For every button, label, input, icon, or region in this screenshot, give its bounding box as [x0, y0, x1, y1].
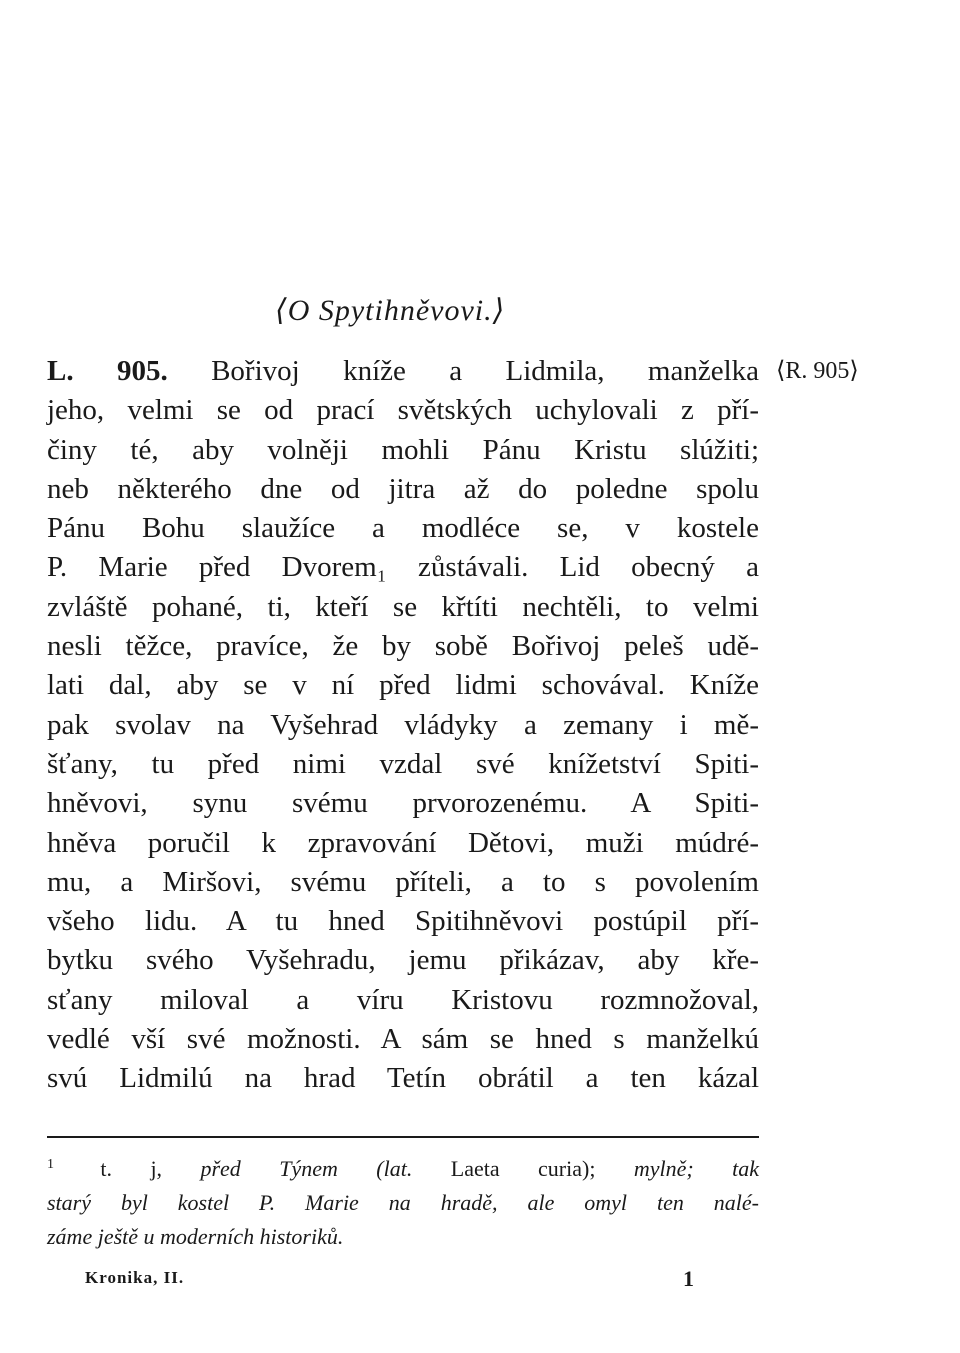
footnote-text-italic: před Týnem (lat. — [200, 1156, 413, 1181]
footnote-line: starý byl kostel P. Marie na hradě, ale omyl ten nalé- — [47, 1190, 759, 1215]
text-line: zvláště pohané, ti, kteří se křtíti nechtěli, to velmi — [47, 590, 759, 623]
text-line: hněvovi, synu svému prvorozenému. A Spiti- — [47, 787, 759, 820]
text-line: činy té, aby volněji mohli Pánu Kristu slúžiti; — [47, 433, 759, 466]
text-line: šťany, tu před nimi vzdal své knížetství Spiti- — [47, 747, 759, 780]
text-line: hněva poručil k zpravování Dětovi, muži múdré- — [47, 826, 759, 859]
sheet-number: 1 — [683, 1266, 694, 1291]
text-line: Pánu Bohu slaužíce a modléce se, v kostele — [47, 512, 759, 545]
footnote — [47, 1152, 759, 1254]
footnote-text-plain: Laeta curia); — [450, 1156, 596, 1181]
text-line-first — [47, 352, 759, 391]
printer-signature: Kronika, II. — [85, 1268, 185, 1287]
text-line: svú Lidmilú na hrad Tetín obrátil a ten kázal — [47, 1062, 759, 1095]
footnote-line: záme ještě u moderních historiků. — [47, 1224, 344, 1249]
footnote-text-plain: t. j, — [100, 1156, 163, 1181]
text-line: lati dal, aby se v ní před lidmi schovával. Kníže — [47, 669, 759, 702]
margin-note: ⟨R. 905⟩ — [776, 358, 859, 384]
text-line: všeho lidu. A tu hned Spitihněvovi postúpil pří- — [47, 905, 759, 938]
text-line: vedlé vší své možnosti. A sám se hned s manželkú — [47, 1023, 759, 1056]
text-line: bytku svého Vyšehradu, jemu přikázav, aby kře- — [47, 944, 759, 977]
text-line: neb některého dne od jitra až do poledne spolu — [47, 472, 759, 505]
first-line-text: Bořivoj kníže a Lidmila, manželka — [211, 355, 760, 387]
footnote-rule — [47, 1136, 759, 1138]
footnote-marker: 1 — [47, 1157, 54, 1172]
text-line: nesli těžce, pravíce, že by sobě Bořivoj peleš udě- — [47, 630, 759, 663]
text-line: sťany miloval a víru Kristovu rozmnožoval, — [47, 983, 759, 1016]
text-line: P. Marie před Dvorem₁ zůstávali. Lid obecný a — [47, 551, 759, 584]
footnote-line — [47, 1152, 759, 1186]
footnote-text-italic: mylně; tak — [633, 1156, 760, 1181]
text-line: mu, a Miršovi, svému příteli, a to s povolením — [47, 865, 759, 898]
section-heading: ⟨O Spytihněvovi.⟩ — [275, 294, 506, 327]
text-line: pak svolav na Vyšehrad vládyky a zemany i mě- — [47, 708, 759, 741]
year-number: L. 905. — [47, 355, 168, 387]
main-paragraph — [47, 352, 759, 1099]
text-line: jeho, velmi se od prací světských uchylovali z pří- — [47, 394, 759, 427]
